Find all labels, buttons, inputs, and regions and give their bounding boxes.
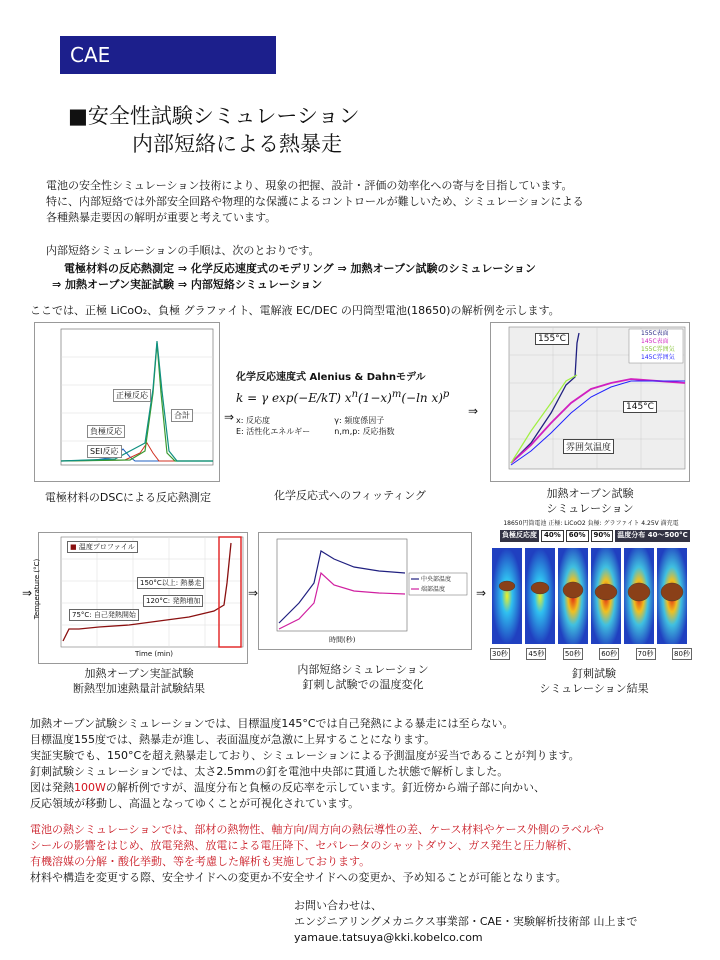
equation-heading: 化学反応速度式 Alenius & Dahnモデル (236, 372, 426, 383)
contact-line1: お問い合わせは、 (294, 899, 382, 912)
contour-time: 45秒 (528, 650, 545, 658)
arc-caption (44, 666, 234, 696)
oven-legend-2: 145C表面 (641, 338, 669, 345)
results-line: 反応領域が移動し、高温となってゆくことが可視化されています。 (30, 797, 360, 810)
equation-caption: 化学反応式へのフィッティング (273, 489, 427, 502)
arrow-icon: ⇒ (22, 586, 33, 600)
oven-caption-1: 加熱オーブン試験 (546, 487, 634, 500)
results-paragraph (30, 716, 580, 812)
legend-e: E: 活性化エネルギー (236, 427, 311, 436)
arrow-icon: ⇒ (468, 404, 479, 418)
page-subtitle: 内部短絡による熱暴走 (132, 132, 342, 156)
nail-caption-2: 釘刺し試験での温度変化 (302, 678, 424, 691)
cae-label: CAE (70, 43, 111, 67)
legend-swatch-icon: ■ (70, 543, 77, 551)
nail-legend-1: 中央部温度 (421, 576, 452, 583)
contact-block (294, 898, 638, 946)
oven-legend-4: 145C雰囲気 (641, 354, 675, 361)
contour-time: 70秒 (637, 650, 654, 658)
contour-time: 60秒 (601, 650, 618, 658)
legend-x: x: 反応度 (236, 416, 270, 425)
contour-reaction-label: 負極反応度 (500, 530, 539, 542)
procedure-step2: ⇒ 加熱オーブン実証試験 ⇒ 内部短絡シミュレーション (52, 278, 323, 291)
dsc-sei-label: SEI反応 (87, 445, 122, 458)
contour-labels (500, 530, 690, 542)
results-line: 釘刺試験シミュレーションでは、太さ2.5mmの釘を電池中央部に貫通した状態で解析しました。 (30, 765, 509, 778)
contact-email[interactable]: yamaue.tatsuya@kki.kobelco.com (294, 931, 483, 944)
oven-label-155: 155°C (535, 333, 569, 345)
intro-line: 特に、内部短絡では外部安全回路や物理的な保護によるコントロールが難しいため、シミュレーションによる (46, 195, 584, 208)
procedure-step1: 電極材料の反応熱測定 ⇒ 化学反応速度式のモデリング ⇒ 加熱オーブン試験のシミュレーション (64, 262, 536, 275)
oven-caption (520, 486, 660, 516)
nail-caption (268, 662, 458, 692)
arc-label-heat: 120°C: 発熱増加 (143, 595, 203, 607)
page-title: ■安全性試験シミュレーション (68, 104, 360, 128)
dsc-caption: 電極材料のDSCによる反応熱測定 (44, 491, 212, 504)
oven-label-145: 145°C (623, 401, 657, 413)
results-line-heat: 図は発熱100Wの解析例ですが、温度分布と負極の反応率を示しています。釘近傍から端子部に向かい、 (30, 781, 545, 794)
dsc-total-label: 合計 (171, 409, 193, 422)
arc-caption-2: 断熱型加速熱量計試験結果 (73, 682, 205, 695)
results-line: 目標温度155度では、熱暴走が進し、表面温度が急激に上昇することになります。 (30, 733, 436, 746)
arc-legend (67, 541, 138, 553)
heat-value: 100W (74, 781, 106, 794)
contour-header: 18650円筒電池 正極: LiCoO2 負極: グラファイト 4.25V 満充電 (503, 520, 679, 527)
contour-temp-label: 温度分布 40～500°C (615, 530, 689, 542)
nail-xlabel: 時間(秒) (329, 636, 356, 644)
arc-ylabel: Temperature (°C) (33, 558, 42, 620)
thermal-line: 電池の熱シミュレーションでは、部材の熱物性、軸方向/周方向の熱伝導性の差、ケース材料やケース外側のラベルや (30, 823, 604, 836)
legend-gamma: γ: 頻度係因子 (334, 416, 385, 425)
arc-chart (33, 532, 248, 664)
intro-paragraph (46, 178, 584, 226)
nail-legend-2: 端部温度 (421, 586, 446, 593)
equation-legend (236, 415, 464, 437)
thermal-line: 有機溶媒の分解・酸化挙動、等を考慮した解析も実施しております。 (30, 855, 371, 868)
contour-caption-1: 釘刺試験 (572, 667, 616, 680)
intro-line: 電池の安全性シミュレーション技術により、現象の把握、設計・評価の効率化への寄与を目指しています。 (46, 179, 573, 192)
oven-legend-1: 155C表面 (641, 330, 669, 337)
thermal-paragraph (30, 822, 604, 870)
nail-caption-1: 内部短絡シミュレーション (297, 663, 429, 676)
oven-sim-chart (490, 322, 690, 482)
dsc-chart (34, 322, 220, 482)
contour-caption-2: シミュレーション結果 (539, 682, 649, 695)
legend-nmp: n,m,p: 反応指数 (334, 427, 395, 436)
arc-xlabel: Time (min) (135, 650, 174, 658)
arc-label-self: 75°C: 自己発熱開始 (69, 609, 139, 621)
contour-panels (490, 546, 692, 646)
contact-line2: エンジニアリングメカニクス事業部・CAE・実験解析技術部 山上まで (294, 915, 638, 928)
equation-formula: k = γ exp(−E/kT) $x^n(1-x)^m(-\ln$ x)$^p$ (236, 389, 450, 405)
oven-label-atm: 雰囲気温度 (563, 439, 614, 454)
arc-caption-1: 加熱オーブン実証試験 (84, 667, 194, 680)
dsc-positive-label: 正極反応 (113, 389, 151, 402)
nail-temp-chart (258, 532, 472, 650)
intro-line: 各種熱暴走要因の解明が重要と考えています。 (46, 211, 277, 224)
arrow-icon: ⇒ (248, 586, 259, 600)
oven-legend-3: 155C雰囲気 (641, 346, 675, 353)
contour-times (490, 648, 692, 660)
contour-caption (524, 666, 664, 696)
procedure-lead: 内部短絡シミュレーションの手順は、次のとおりです。 (46, 244, 320, 257)
contour-time: 30秒 (492, 650, 508, 658)
thermal-line: シールの影響をはじめ、放電発熱、放電による電圧降下、セパレータのシャットダウン、ガス発生と圧力解析、 (30, 839, 579, 852)
results-line: 実証実験でも、150°Cを超え熱暴走しており、シミュレーションによる予測温度が妥当であることが判ります。 (30, 749, 580, 762)
arrow-icon: ⇒ (476, 586, 487, 600)
arc-legend-label: 温度プロファイル (78, 543, 135, 551)
contour-time: 80秒 (674, 650, 690, 658)
contour-time: 50秒 (564, 650, 581, 658)
arrow-icon: ⇒ (224, 410, 235, 424)
results-line: 加熱オーブン試験シミュレーションでは、目標温度145°Cでは自己発熱による暴走には至らない。 (30, 717, 514, 730)
thermal-conclusion: 材料や構造を変更する際、安全サイドへの変更か不安全サイドへの変更か、予め知ることが可能となります。 (30, 871, 567, 884)
example-line: ここでは、正極 LiCoO₂、負極 グラファイト、電解液 EC/DEC の円筒型電池(18650)の解析例を示します。 (30, 304, 560, 317)
arc-label-runaway: 150°C以上: 熱暴走 (137, 577, 204, 589)
cae-header (60, 36, 276, 74)
contour-figure (486, 518, 696, 662)
equation-figure (236, 368, 464, 464)
contour-pct-2: 60% (566, 530, 589, 542)
oven-caption-2: シミュレーション (546, 502, 634, 515)
contour-pct-3: 90% (591, 530, 614, 542)
dsc-negative-label: 負極反応 (87, 425, 125, 438)
contour-pct-1: 40% (541, 530, 564, 542)
